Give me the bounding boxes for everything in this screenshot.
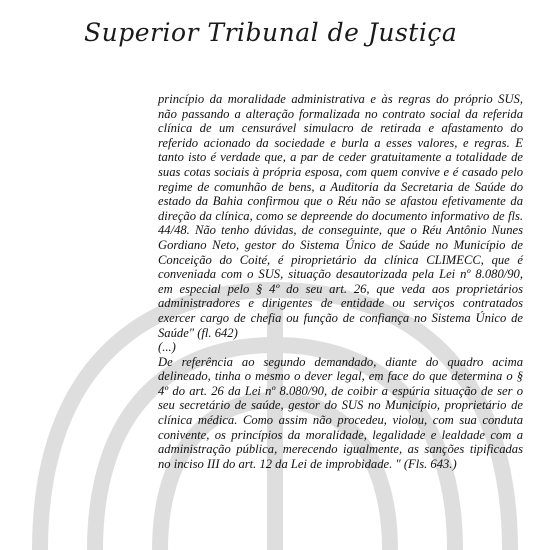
quote-paragraph-1: princípio da moralidade administrativa e às regras do próprio SUS, não passando a alteração formalizada no contrato social da referida clínica de um censurável simulacro de retirada e afastamento do referido acionado da sociedade e burla a esses valores, e regras. E tanto isto é verdade que, a par de ceder gratuitamente a totalidade de suas cotas sociais à própria esposa, com quem convive e é casado pelo regime de comunhão de bens, a Auditoria da Secretaria de Saúde do estado da Bahia confirmou que o Réu não se afastou efetivamente da direção da clínica, como se depreende do documento informativo de fls. 44/48. Não tenho dúvidas, de conseguinte, que o Réu Antônio Nunes Gordiano Neto, gestor do Sistema Único de Saúde no Município de Conceição do Coité, é piroprietário da clínica CLIMECC, que é conveniada com o SUS, situação desautorizada pela Lei nº 8.080/90, em especial pelo § 4º do seu art. 26, que veda aos proprietários administradores e dirigentes de entidade ou serviços contratados exercer cargo de chefia ou função de confiança no Sistema Único de Saúde" (fl. 642)	[158, 92, 523, 340]
quote-paragraph-2: De referência ao segundo demandado, diante do quadro acima delineado, tinha o mesmo o dever legal, em face do que determina o § 4º do art. 26 da Lei nº 8.080/90, de coibir a espúria situação de ser o seu secretário de saúde, gestor do SUS no Município, proprietário de clínica médica. Como assim não procedeu, violou, com sua conduta conivente, os princípios da moralidade, legalidade e lealdade com a administração pública, merecendo igualmente, as sanções tipificadas no inciso III do art. 12 da Lei de improbidade. " (Fls. 643.)	[158, 354, 523, 471]
court-header: Superior Tribunal de Justiça	[84, 18, 458, 47]
ellipsis-marker: (...)	[158, 340, 176, 355]
quoted-text-block	[158, 92, 523, 471]
